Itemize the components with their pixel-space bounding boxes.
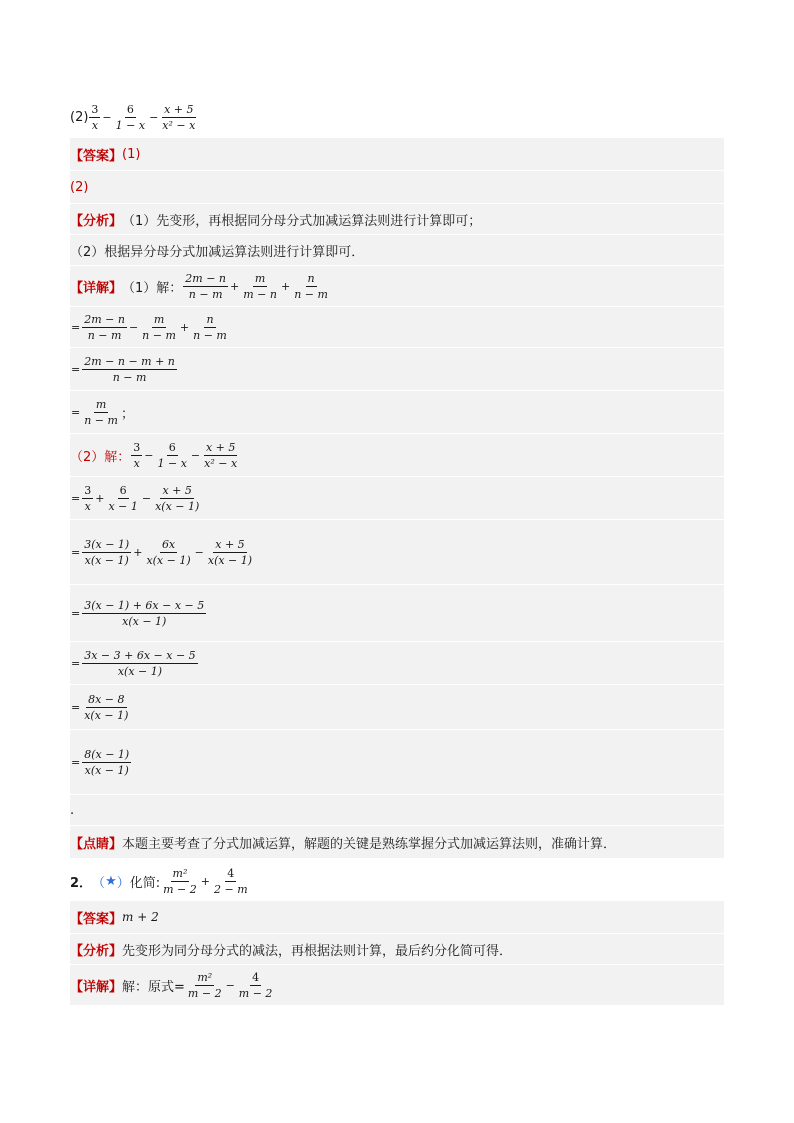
detail-tag: 【详解】 <box>70 280 123 296</box>
answer-tag: 【答案】 <box>70 911 123 927</box>
fraction: $\frac{6}{1 - x}$ <box>157 440 187 470</box>
part-label: (2) <box>70 109 89 125</box>
detail-tag: 【详解】 <box>70 979 123 995</box>
fraction: $\frac{8(x - 1)}{x(x - 1)}$ <box>84 747 130 777</box>
fraction: $\frac{m}{m - n}$ <box>243 271 277 301</box>
fraction: $\frac{n}{n - m}$ <box>193 312 227 342</box>
fraction: $\frac{\text{m²}}{m - 2}$ <box>187 970 222 1000</box>
q2-detail-row: 【详解】 解：原式= $\frac{\text{m²}}{m - 2}$ − $\frac{4}{m - 2}$ <box>70 965 724 1005</box>
detail-row: 【详解】 （1）解： $\frac{2m - n}{n - m}$ + $\frac{m}{m - n}$ + $\frac{n}{n - m}$ <box>70 266 724 306</box>
step-row: = $\frac{8x - 8}{x(x - 1)}$ <box>70 685 724 729</box>
fraction: $\frac{2m - n}{n - m}$ <box>185 271 227 301</box>
q2-answer-row: 【答案】 m + 2 <box>70 901 724 933</box>
dot-row: . <box>70 795 724 825</box>
fraction: $\frac{3}{x}$ <box>84 483 92 513</box>
answer-tag: 【答案】 <box>70 148 123 164</box>
fraction: $\frac{4}{m - 2}$ <box>238 970 273 1000</box>
answer-row-2: (2) <box>70 171 724 203</box>
fraction: $\frac{3(x - 1)}{x(x - 1)}$ <box>84 537 130 567</box>
fraction: $\frac{3}{x}$ <box>91 102 99 132</box>
comment-tag: 【点睛】 <box>70 836 123 852</box>
analysis-row: 【分析】 （1）先变形，再根据同分母分式加减运算法则进行计算即可； <box>70 204 724 234</box>
fraction: $\frac{\text{m²}}{m - 2}$ <box>163 866 197 896</box>
fraction: $\frac{2m - n}{n - m}$ <box>84 312 125 342</box>
star-icon: ★ <box>105 873 117 889</box>
fraction: $\frac{3x - 3 + 6x - x - 5}{x(x - 1)}$ <box>84 648 196 678</box>
analysis-row-2: （2）根据异分母分式加减运算法则进行计算即可． <box>70 235 724 265</box>
fraction: $\frac{m}{n - m}$ <box>142 312 176 342</box>
step-row: = $\frac{3(x - 1) + 6x - x - 5}{x(x - 1)}$ <box>70 585 724 641</box>
fraction: $\frac{8x - 8}{x(x - 1)}$ <box>84 692 129 722</box>
fraction: $\frac{x + 5}{x(x - 1)}$ <box>155 483 200 513</box>
q2-problem: 2． （ ★ ） 化简: $\frac{\text{m²}}{m - 2}$ + $\frac{4}{2 - m}$ <box>70 866 248 896</box>
analysis-tag: 【分析】 <box>70 213 123 229</box>
fraction: $\frac{x + 5}{\text{x² − x}}$ <box>162 102 196 132</box>
detail-row-2: （2）解： $\frac{3}{x}$ − $\frac{6}{1 - x}$ − $\frac{x + 5}{\text{x² − x}}$ <box>70 434 724 476</box>
fraction: $\frac{x + 5}{\text{x² − x}}$ <box>204 440 238 470</box>
step-row: = $\frac{3}{x}$ + $\frac{6}{x - 1}$ − $\frac{x + 5}{x(x - 1)}$ <box>70 477 724 519</box>
answer-row: 【答案】 (1) <box>70 138 724 170</box>
fraction: $\frac{m}{n - m}$ <box>84 397 118 427</box>
fraction: $\frac{6}{x - 1}$ <box>108 483 138 513</box>
fraction: $\frac{3}{x}$ <box>133 440 141 470</box>
fraction: $\frac{x + 5}{x(x - 1)}$ <box>207 537 253 567</box>
fraction: $\frac{3(x - 1) + 6x - x - 5}{x(x - 1)}$ <box>84 598 205 628</box>
fraction: $\frac{6}{1 - x}$ <box>115 102 146 132</box>
fraction: $\frac{2m - n - m + n}{n - m}$ <box>84 354 175 384</box>
fraction: $\frac{n}{n - m}$ <box>294 271 328 301</box>
q2-analysis-row: 【分析】 先变形为同分母分式的减法，再根据法则计算，最后约分化简可得． <box>70 934 724 964</box>
fraction: $\frac{4}{2 - m}$ <box>213 866 248 896</box>
step-row: = $\frac{8(x - 1)}{x(x - 1)}$ <box>70 730 724 794</box>
step-row: = $\frac{3x - 3 + 6x - x - 5}{x(x - 1)}$ <box>70 642 724 684</box>
q1-part2-problem: (2) $\frac{3}{x}$ − $\frac{6}{1 - x}$ − $\frac{x + 5}{\text{x² − x}}$ <box>70 102 196 132</box>
analysis-tag: 【分析】 <box>70 943 123 959</box>
prompt: 化简: <box>129 875 161 891</box>
fraction: $\frac{6x}{x(x - 1)}$ <box>146 537 191 567</box>
step-row: = $\frac{m}{n - m}$ ； <box>70 391 724 433</box>
question-number: 2． <box>70 875 93 891</box>
step-row: = $\frac{3(x - 1)}{x(x - 1)}$ + $\frac{6x}{x(x - 1)}$ − $\frac{x + 5}{x(x - 1)}$ <box>70 520 724 584</box>
step-row: = $\frac{2m - n - m + n}{n - m}$ <box>70 348 724 390</box>
step-row: = $\frac{2m - n}{n - m}$ − $\frac{m}{n - m}$ + $\frac{n}{n - m}$ <box>70 307 724 347</box>
comment-row: 【点睛】 本题主要考查了分式加减运算，解题的关键是熟练掌握分式加减运算法则，准确计算． <box>70 826 724 858</box>
